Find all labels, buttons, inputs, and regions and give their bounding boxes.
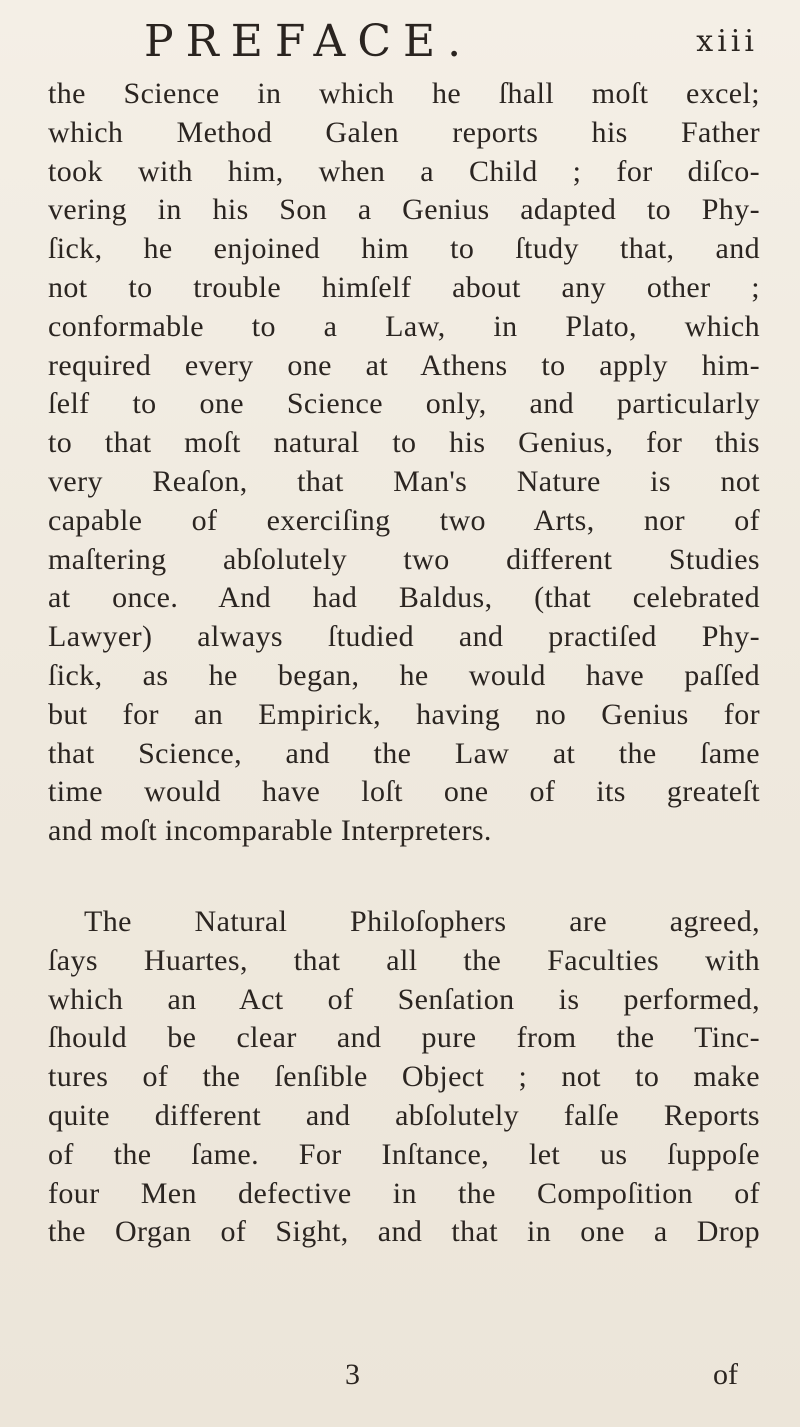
page-header (40, 10, 760, 80)
text-line: ſays Huartes, that all the Faculties with (48, 943, 760, 977)
text-line: took with him, when a Child ; for diſco- (48, 154, 760, 188)
text-line: ſick, he enjoined him to ſtudy that, and (48, 232, 760, 266)
signature-mark: 3 (345, 1358, 360, 1391)
page-body (48, 75, 760, 1252)
page-footer (48, 1355, 760, 1395)
text-line: conformable to a Law, in Plato, which (48, 309, 760, 343)
text-line: the Science in which he ſhall moſt excel; (48, 77, 760, 110)
text-line: very Reaſon, that Man's Nature is not (48, 464, 760, 498)
text-line: maſtering abſolutely two different Studies (48, 542, 760, 576)
paragraph-gap (48, 851, 760, 903)
text-line: that Science, and the Law at the ſame (48, 736, 760, 770)
text-line: The Natural Philoſophers are agreed, (84, 904, 760, 938)
paragraph-2 (48, 903, 760, 1252)
page-number: xiii (696, 24, 758, 59)
text-line: tures of the ſenſible Object ; not to make (48, 1060, 760, 1094)
paragraph-1 (48, 75, 760, 851)
text-line: at once. And had Baldus, (that celebrated (48, 581, 760, 615)
text-line: ſelf to one Science only, and particularly (48, 387, 760, 421)
text-line: and moſt incomparable Interpreters. (48, 814, 492, 848)
text-line: vering in his Son a Genius adapted to Phy- (48, 193, 760, 227)
running-title: PREFACE. (144, 16, 474, 67)
text-line: of the ſame. For Inſtance, let us ſuppoſe (48, 1137, 760, 1171)
text-line: quite different and abſolutely falſe Reports (48, 1098, 760, 1132)
text-line: which an Act of Senſation is performed, (48, 982, 760, 1016)
text-line: the Organ of Sight, and that in one a Drop (48, 1215, 760, 1249)
text-line: ſick, as he began, he would have paſſed (48, 658, 760, 692)
text-line: but for an Empirick, having no Genius for (48, 697, 760, 731)
text-line: time would have loſt one of its greateſt (48, 775, 760, 809)
text-line: to that moſt natural to his Genius, for this (48, 426, 760, 460)
text-line: capable of exerciſing two Arts, nor of (48, 503, 760, 537)
text-line: required every one at Athens to apply him- (48, 348, 760, 382)
text-line: ſhould be clear and pure from the Tinc- (48, 1021, 760, 1055)
text-line: which Method Galen reports his Father (48, 115, 760, 149)
catchword: of (713, 1358, 738, 1391)
text-line: four Men defective in the Compoſition of (48, 1176, 760, 1210)
text-line: not to trouble himſelf about any other ; (48, 270, 760, 304)
text-line: Lawyer) always ſtudied and practiſed Phy- (48, 620, 760, 654)
